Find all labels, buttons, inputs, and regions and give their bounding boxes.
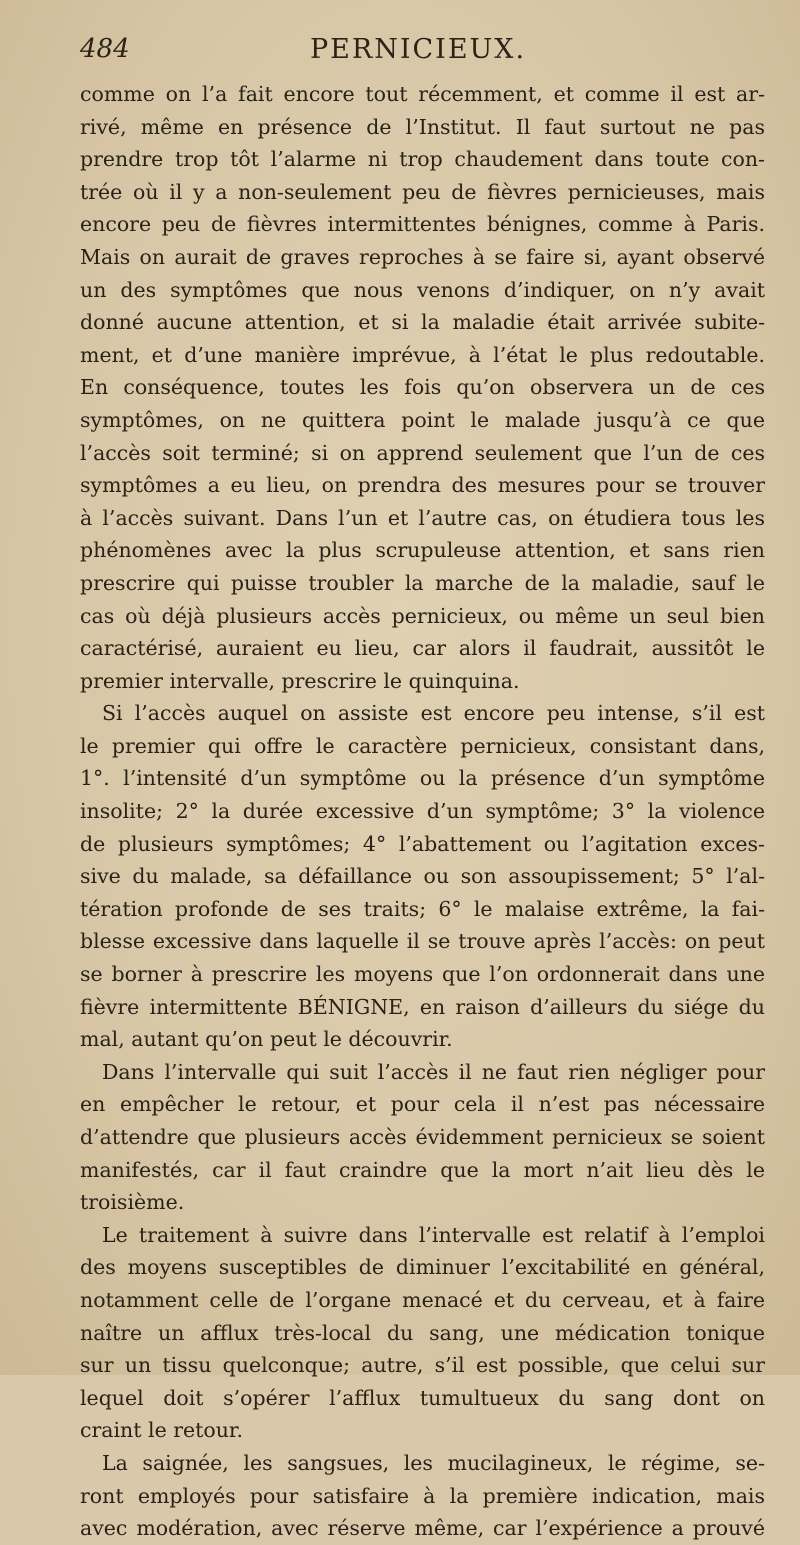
text-line: fièvre intermittente BÉNIGNE, en raison d’ailleurs du siége du — [80, 994, 765, 1019]
text-line: manifestés, car il faut craindre que la mort n’ait lieu dès le — [80, 1157, 765, 1182]
page-header — [80, 30, 760, 70]
text-line: blesse excessive dans laquelle il se trouve après l’accès: on peut — [80, 929, 765, 954]
text-line: cas où déjà plusieurs accès pernicieux, ou même un seul bien — [80, 603, 765, 628]
text-line: donné aucune attention, et si la maladie était arrivée subite- — [80, 310, 765, 335]
text-line: trée où il y a non-seulement peu de fièvres pernicieuses, mais — [80, 179, 765, 204]
text-line: premier intervalle, prescrire le quinquina. — [80, 668, 520, 693]
text-line: caractérisé, auraient eu lieu, car alors il faudrait, aussitôt le — [80, 636, 765, 661]
text-line: prescrire qui puisse troubler la marche de la maladie, sauf le — [80, 570, 765, 595]
text-line: tération profonde de ses traits; 6° le malaise extrême, la fai- — [80, 896, 765, 921]
text-line: d’attendre que plusieurs accès évidemment pernicieux se soient — [80, 1125, 765, 1149]
text-line: Dans l’intervalle qui suit l’accès il ne faut rien négliger pour — [102, 1059, 765, 1084]
text-line: encore peu de fièvres intermittentes bénignes, comme à Paris. — [80, 212, 765, 237]
text-line: insolite; 2° la durée excessive d’un symptôme; 3° la violence — [80, 799, 765, 824]
text-line: des moyens susceptibles de diminuer l’excitabilité en général, — [80, 1255, 765, 1280]
text-line: se borner à prescrire les moyens que l’on ordonnerait dans une — [80, 962, 765, 987]
text-line: Le traitement à suivre dans l’intervalle est relatif à l’emploi — [102, 1222, 765, 1247]
text-line: avec modération, avec réserve même, car l’expérience a prouvé — [80, 1516, 765, 1541]
text-line: La saignée, les sangsues, les mucilagineux, le régime, se- — [102, 1450, 765, 1475]
text-line: lequel doit s’opérer l’afflux tumultueux du sang dont on — [80, 1385, 765, 1410]
text-line: Si l’accès auquel on assiste est encore peu intense, s’il est — [102, 701, 765, 726]
text-line: rivé, même en présence de l’Institut. Il faut surtout ne pas — [80, 114, 765, 139]
text-line: en empêcher le retour, et pour cela il n’est pas nécessaire — [80, 1092, 765, 1117]
text-line: En conséquence, toutes les fois qu’on observera un de ces — [80, 375, 765, 400]
text-line: ment, et d’une manière imprévue, à l’état le plus redoutable. — [80, 342, 765, 367]
body-text — [80, 78, 765, 1545]
text-line: ront employés pour satisfaire à la première indication, mais — [80, 1483, 765, 1508]
text-line: comme on l’a fait encore tout récemment, et comme il est ar- — [80, 82, 765, 106]
text-line: sur un tissu quelconque; autre, s’il est possible, que celui sur — [80, 1353, 765, 1378]
text-line: symptômes, on ne quittera point le malade jusqu’à ce que — [80, 407, 765, 432]
page-number: 484 — [80, 34, 130, 64]
text-line: notamment celle de l’organe menacé et du cerveau, et à faire — [80, 1287, 765, 1312]
text-line: un des symptômes que nous venons d’indiquer, on n’y avait — [80, 277, 765, 302]
text-line: troisième. — [80, 1190, 185, 1215]
text-line: 1°. l’intensité d’un symptôme ou la présence d’un symptôme — [80, 766, 765, 791]
text-line: le premier qui offre le caractère pernicieux, consistant dans, — [80, 733, 765, 758]
text-line: craint le retour. — [80, 1418, 243, 1443]
text-line: prendre trop tôt l’alarme ni trop chaudement dans toute con- — [80, 147, 765, 172]
text-line: naître un afflux très-local du sang, une médication tonique — [80, 1320, 765, 1345]
text-line: de plusieurs symptômes; 4° l’abattement ou l’agitation exces- — [80, 831, 765, 856]
running-head: PERNICIEUX. — [310, 34, 527, 65]
text-line: sive du malade, sa défaillance ou son assoupissement; 5° l’al- — [80, 864, 765, 889]
text-line: l’accès soit terminé; si on apprend seulement que l’un de ces — [80, 440, 765, 465]
text-line: Mais on aurait de graves reproches à se faire si, ayant observé — [80, 244, 765, 269]
text-line: phénomènes avec la plus scrupuleuse attention, et sans rien — [80, 538, 765, 563]
text-line: mal, autant qu’on peut le découvrir. — [80, 1027, 453, 1052]
text-line: à l’accès suivant. Dans l’un et l’autre cas, on étudiera tous les — [80, 505, 765, 530]
text-line: symptômes a eu lieu, on prendra des mesures pour se trouver — [80, 473, 765, 498]
